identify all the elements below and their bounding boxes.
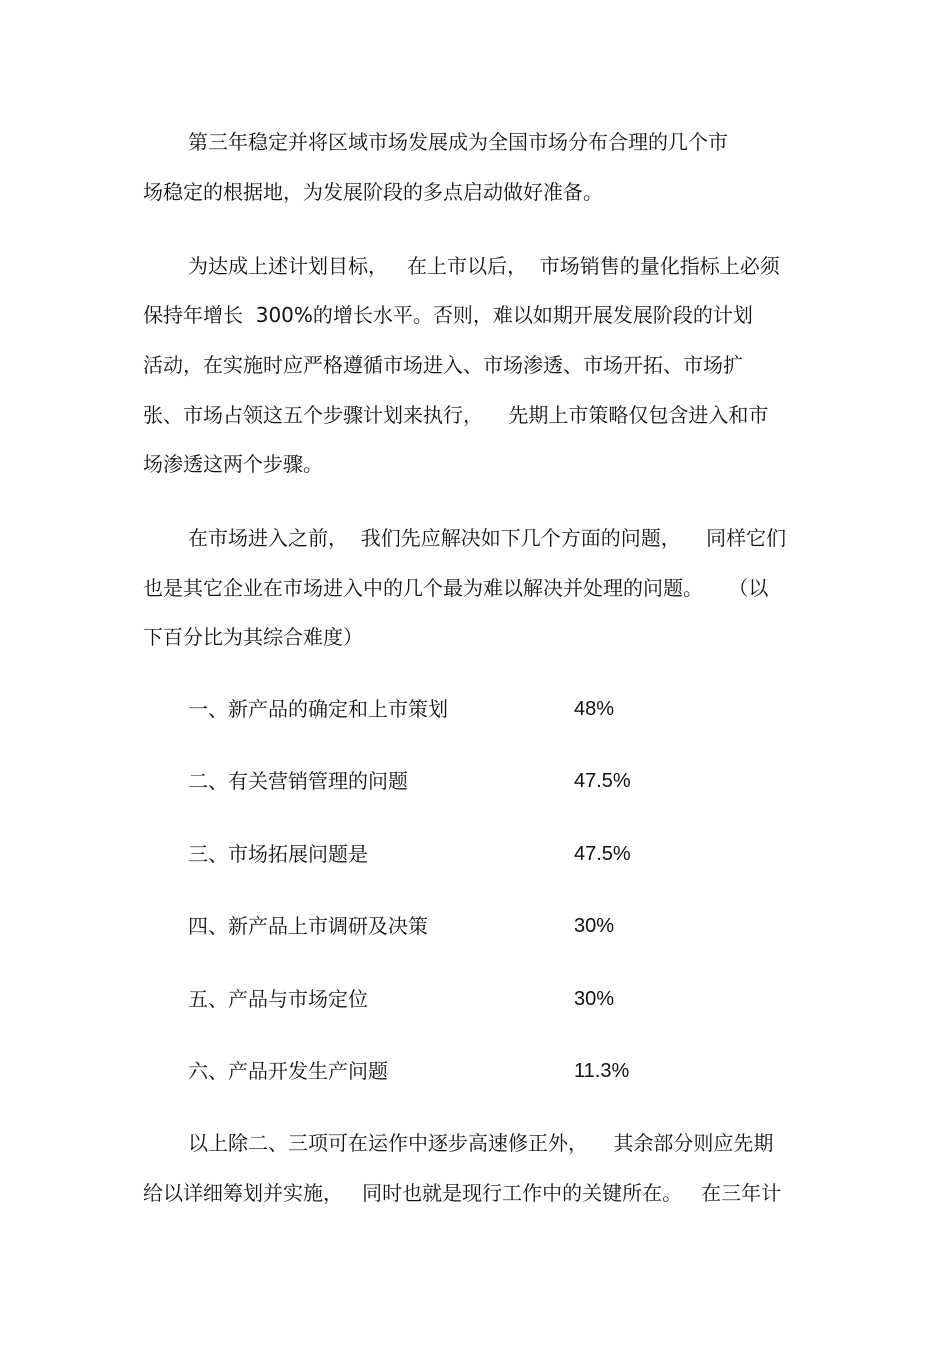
paragraph-1-line-2: 场稳定的根据地，为发展阶段的多点启动做好准备。 — [143, 180, 603, 204]
list-item-percentage: 30% — [574, 915, 615, 937]
closing-line-2: 给以详细筹划并实施， 同时也就是现行工作中的关键所在。 在三年计 — [143, 1181, 782, 1205]
paragraph-2-line-4: 张、市场占领这五个步骤计划来执行， 先期上市策略仅包含进入和市 — [143, 403, 769, 427]
list-item-percentage: 48% — [574, 698, 615, 720]
closing-line-1: 以上除二、三项可在运作中逐步高速修正外， 其余部分则应先期 — [188, 1131, 774, 1155]
list-item-percentage: 11.3% — [574, 1060, 630, 1082]
list-item-percentage: 47.5% — [574, 843, 631, 865]
list-item-label: 三、市场拓展问题是 — [188, 842, 368, 866]
paragraph-2-line-3: 活动，在实施时应严格遵循市场进入、市场渗透、市场开拓、市场扩 — [143, 353, 743, 377]
list-item-label: 一、新产品的确定和上市策划 — [188, 697, 448, 721]
paragraph-3-line-1: 在市场进入之前， 我们先应解决如下几个方面的问题， 同样它们 — [188, 526, 787, 550]
paragraph-2-line-5: 场渗透这两个步骤。 — [143, 452, 323, 476]
list-item-percentage: 47.5% — [574, 770, 631, 792]
list-item-percentage: 30% — [574, 988, 615, 1010]
paragraph-2-line-2: 保持年增长 300%的增长水平。否则，难以如期开展发展阶段的计划 — [143, 303, 753, 327]
list-item-label: 六、产品开发生产问题 — [188, 1059, 388, 1083]
list-item-label: 二、有关营销管理的问题 — [188, 769, 408, 793]
paragraph-3-line-3: 下百分比为其综合难度） — [143, 625, 363, 649]
list-item-label: 四、新产品上市调研及决策 — [188, 914, 428, 938]
paragraph-3-line-2: 也是其它企业在市场进入中的几个最为难以解决并处理的问题。 （以 — [143, 576, 769, 600]
paragraph-2-line-1: 为达成上述计划目标， 在上市以后， 市场销售的量化指标上必须 — [188, 254, 780, 278]
paragraph-1-line-1: 第三年稳定并将区域市场发展成为全国市场分布合理的几个市 — [188, 130, 728, 154]
list-item-label: 五、产品与市场定位 — [188, 987, 368, 1011]
